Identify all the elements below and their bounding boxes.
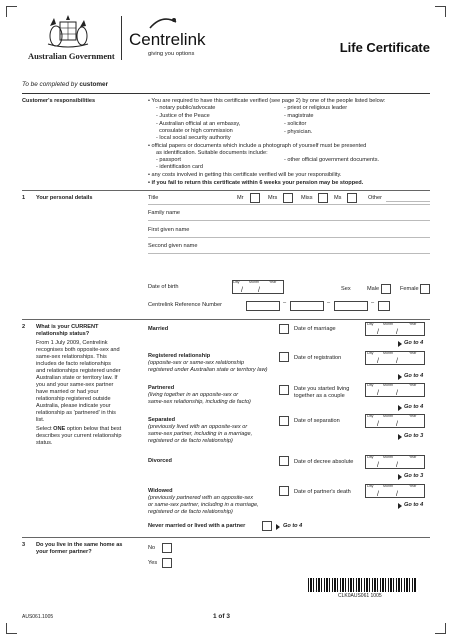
title-mr-checkbox[interactable] — [250, 193, 260, 203]
option-widowed-checkbox[interactable] — [279, 486, 289, 496]
go-to-arrow-icon — [398, 405, 402, 411]
q2-select-instruction-3: status. — [36, 440, 53, 446]
option-divorced-goto: Go to 3 — [404, 473, 424, 479]
brand-tagline: giving you options — [148, 51, 195, 57]
option-divorced-month-label: Month — [383, 455, 393, 459]
dob-month-label: Month — [249, 280, 259, 284]
date-separator: / — [396, 421, 398, 428]
second-given-name-label: Second given name — [148, 243, 198, 249]
title-miss-label: Miss — [301, 195, 313, 201]
date-separator: / — [396, 390, 398, 397]
option-married-checkbox[interactable] — [279, 324, 289, 334]
q2-number: 2 — [22, 324, 26, 330]
sex-label: Sex — [341, 286, 351, 292]
q2-explanation-line: have married or had your — [36, 389, 99, 395]
crn-dash: – — [371, 300, 375, 306]
go-to-arrow-icon — [398, 474, 402, 480]
go-to-arrow-icon — [398, 374, 402, 380]
title-row-line — [148, 204, 430, 205]
option-married-month-label: Month — [383, 322, 393, 326]
option-registered-goto: Go to 4 — [404, 373, 424, 379]
section-divider — [22, 319, 430, 320]
bullet-verify: • You are required to have this certificate verified (see page 2) by one of the people listed below: — [148, 98, 386, 104]
title-ms-checkbox[interactable] — [347, 193, 357, 203]
option-married-day-label: Day — [367, 322, 374, 326]
person-magistrate: - magistrate — [284, 113, 314, 119]
q2-explanation-line: list. — [36, 417, 45, 423]
person-local-authority: - local social security authority — [156, 135, 231, 141]
family-name-field[interactable] — [148, 220, 430, 221]
date-separator: / — [377, 390, 379, 397]
crop-mark-tr — [435, 6, 446, 17]
option-widowed-label: Widowed — [148, 488, 173, 494]
option-divorced-year-label: Year — [409, 455, 417, 459]
option-divorced-day-label: Day — [367, 455, 374, 459]
date-separator: / — [396, 358, 398, 365]
q2-select-word: Select — [36, 426, 52, 432]
section-divider — [22, 537, 430, 538]
option-separated-label: Separated — [148, 417, 176, 423]
barcode — [308, 578, 416, 592]
title-mrs-label: Mrs — [268, 195, 278, 201]
q3-title-line2: your former partner? — [36, 549, 92, 555]
title-ms-label: Ms — [334, 195, 342, 201]
go-to-arrow-icon — [276, 524, 280, 530]
second-given-name-field[interactable] — [148, 253, 430, 254]
title-label: Title — [148, 195, 159, 201]
q2-explanation-line: you and your same-sex partner — [36, 382, 114, 388]
family-name-label: Family name — [148, 210, 181, 216]
option-widowed-year-label: Year — [409, 484, 417, 488]
crn-part-1[interactable] — [246, 301, 280, 311]
date-separator: / — [377, 421, 379, 428]
person-physician: - physician. — [284, 129, 313, 135]
header-divider — [121, 16, 122, 60]
date-separator: / — [377, 358, 379, 365]
person-jp: - Justice of the Peace — [156, 113, 210, 119]
option-widowed-month-label: Month — [383, 484, 393, 488]
bullet-official-papers-2: as identification. Suitable documents include: — [156, 150, 268, 156]
bullet-costs: • any costs involved in getting this certificate verified will be your responsibility. — [148, 172, 342, 178]
brand-name: Centrelink — [129, 30, 206, 49]
option-widowed-date-label: Date of partner's death — [294, 489, 351, 495]
coat-of-arms-icon — [40, 14, 96, 50]
crn-label: Centrelink Reference Number — [148, 302, 222, 308]
option-married-year-label: Year — [409, 322, 417, 326]
crop-mark-br — [435, 623, 446, 634]
option-registered-day-label: Day — [367, 351, 374, 355]
option-registered-month-label: Month — [383, 351, 393, 355]
bullet-warning-text: if you fail to return this certificate within 6 weeks your pension may be stopped. — [151, 180, 364, 186]
option-widowed-desc-2: or same-sex partner, including in a marriage, — [148, 502, 259, 508]
option-partnered-day-label: Day — [367, 383, 374, 387]
q2-select-instruction-2: describes your current relationship — [36, 433, 122, 439]
q2-explanation-line: includes de facto relationships — [36, 361, 111, 367]
dob-separator: / — [241, 287, 243, 294]
q2-explanation-line: relationship as 'partnered' in this — [36, 410, 116, 416]
option-never-married-goto: Go to 4 — [283, 523, 303, 529]
crop-mark-bl — [6, 623, 17, 634]
option-married-date-label: Date of marriage — [294, 326, 336, 332]
first-given-name-label: First given name — [148, 227, 190, 233]
option-divorced-label: Divorced — [148, 458, 172, 464]
dob-separator: / — [258, 287, 260, 294]
date-separator: / — [396, 491, 398, 498]
title-mrs-checkbox[interactable] — [283, 193, 293, 203]
person-priest: - priest or religious leader — [284, 105, 348, 111]
q2-select-one: ONE — [53, 426, 66, 432]
bullet-official-papers: • official papers or documents which include a photograph of yourself must be presented — [148, 143, 367, 149]
form-code: AUS061.1005 — [22, 614, 54, 620]
option-partnered-desc: (living together in an opposite-sex or — [148, 392, 239, 398]
option-divorced-checkbox[interactable] — [279, 456, 289, 466]
option-partnered-goto: Go to 4 — [404, 404, 424, 410]
title-mr-label: Mr — [237, 195, 244, 201]
doc-passport: - passport — [156, 157, 181, 163]
go-to-arrow-icon — [398, 434, 402, 440]
option-partnered-month-label: Month — [383, 383, 393, 387]
bullet-official-papers-text: official papers or documents which include a photograph of yourself must be presented — [151, 143, 367, 149]
option-registered-desc: (opposite-sex or same-sex relationship — [148, 360, 245, 366]
option-partnered-date-label: Date you started living together as a couple — [294, 386, 350, 399]
option-separated-desc-2: same-sex partner, including in a marriage, — [148, 431, 253, 437]
sex-female-checkbox[interactable] — [420, 284, 430, 294]
sex-male-checkbox[interactable] — [381, 284, 391, 294]
option-married-label: Married — [148, 326, 169, 332]
option-divorced-date-label: Date of decree absolute — [294, 459, 354, 465]
completed-by-who: customer — [79, 81, 109, 88]
q2-explanation-line: From 1 July 2009, Centrelink — [36, 340, 108, 346]
doc-id-card: - identification card — [156, 164, 203, 170]
form-title: Life Certificate — [339, 40, 430, 55]
option-separated-desc-3: registered or de facto relationship) — [148, 438, 233, 444]
person-notary: - notary public/advocate — [156, 105, 216, 111]
page-number: 1 of 3 — [213, 613, 230, 620]
date-separator: / — [396, 462, 398, 469]
option-separated-desc: (previously lived with an opposite-sex or — [148, 424, 248, 430]
option-widowed-goto: Go to 4 — [404, 502, 424, 508]
go-to-arrow-icon — [398, 341, 402, 347]
option-partnered-label: Partnered — [148, 385, 175, 391]
bullet-costs-text: any costs involved in getting this certificate verified will be your responsibility. — [151, 172, 342, 178]
completed-by-line — [22, 82, 108, 89]
q2-explanation-line: relationship registered outside — [36, 396, 111, 402]
option-never-married-checkbox[interactable] — [262, 521, 272, 531]
title-other-field[interactable] — [386, 201, 430, 202]
option-separated-day-label: Day — [367, 414, 374, 418]
option-registered-checkbox[interactable] — [279, 352, 289, 362]
crn-dash: – — [327, 300, 331, 306]
option-separated-year-label: Year — [409, 414, 417, 418]
q3-title-line1: Do you live in the same home as — [36, 542, 123, 548]
q2-select-rest: option below that best — [66, 426, 122, 432]
date-separator: / — [396, 329, 398, 336]
option-partnered-desc-2: same-sex relationship, including de facto) — [148, 399, 251, 405]
q2-explanation-line: and relationships registered under — [36, 368, 121, 374]
dob-label: Date of birth — [148, 284, 179, 290]
q3-yes-checkbox[interactable] — [162, 558, 172, 568]
title-other-label: Other — [368, 195, 382, 201]
crop-mark-tl — [6, 6, 17, 17]
crn-part-2[interactable] — [290, 301, 324, 311]
completed-by-prefix: To be completed by — [22, 81, 78, 88]
go-to-arrow-icon — [398, 503, 402, 509]
option-separated-checkbox[interactable] — [279, 416, 289, 426]
sex-female-label: Female — [400, 286, 419, 292]
first-given-name-field[interactable] — [148, 237, 430, 238]
option-separated-goto: Go to 3 — [404, 433, 424, 439]
sex-male-label: Male — [367, 286, 380, 292]
crn-dash: – — [283, 300, 287, 306]
title-miss-checkbox[interactable] — [318, 193, 328, 203]
option-registered-desc-2: registered under Australian state or territory law) — [148, 367, 268, 373]
dob-year-label: Year — [269, 280, 277, 284]
date-separator: / — [377, 329, 379, 336]
q2-explanation-line: recognises both opposite-sex and — [36, 347, 120, 353]
option-separated-date-label: Date of separation — [294, 418, 340, 424]
government-name: Australian Government — [28, 51, 115, 61]
q3-yes-label: Yes — [148, 560, 158, 566]
q2-explanation-line: same-sex relationships. This — [36, 354, 107, 360]
date-separator: / — [377, 491, 379, 498]
option-widowed-desc-3: registered or de facto relationship) — [148, 509, 233, 515]
q2-select-instruction — [36, 426, 121, 433]
q2-title-line2: relationship status? — [36, 331, 90, 337]
person-official: - Australian official at an embassy, — [156, 121, 241, 127]
section-divider — [22, 93, 430, 94]
doc-other: - other official government documents. — [284, 157, 380, 163]
person-solicitor: - solicitor — [284, 121, 307, 127]
crn-part-4[interactable] — [378, 301, 390, 311]
option-partnered-checkbox[interactable] — [279, 385, 289, 395]
dob-day-label: Day — [233, 280, 240, 284]
centrelink-swoosh-icon — [148, 16, 178, 30]
bullet-warning: • if you fail to return this certificate within 6 weeks your pension may be stopped. — [148, 180, 364, 186]
q1-number: 1 — [22, 195, 26, 201]
crn-part-3[interactable] — [334, 301, 368, 311]
option-registered-date-label: Date of registration — [294, 355, 342, 361]
q3-no-label: No — [148, 545, 156, 551]
option-partnered-year-label: Year — [409, 383, 417, 387]
q3-number: 3 — [22, 542, 26, 548]
responsibilities-heading: Customer's responsibilities — [22, 98, 96, 104]
person-official-2: consulate or high commission — [156, 128, 233, 134]
option-widowed-desc: (previously partnered with an opposite-sex — [148, 495, 254, 501]
option-married-goto: Go to 4 — [404, 340, 424, 346]
bullet-verify-text: You are required to have this certificate verified (see page 2) by one of the people listed below: — [151, 98, 386, 104]
option-registered-year-label: Year — [409, 351, 417, 355]
option-registered-label: Registered relationship — [148, 353, 211, 359]
option-separated-month-label: Month — [383, 414, 393, 418]
q3-no-checkbox[interactable] — [162, 543, 172, 553]
q2-explanation-line: Australia, please indicate your — [36, 403, 111, 409]
section-divider — [22, 190, 430, 191]
barcode-text: CLK0AUS061 1005 — [338, 593, 382, 599]
q2-title-line1: What is your CURRENT — [36, 324, 99, 330]
option-never-married-label: Never married or lived with a partner — [148, 523, 246, 529]
option-widowed-day-label: Day — [367, 484, 374, 488]
q1-title: Your personal details — [36, 195, 93, 201]
q2-explanation-line: Australian state or territory law. If — [36, 375, 118, 381]
date-separator: / — [377, 462, 379, 469]
